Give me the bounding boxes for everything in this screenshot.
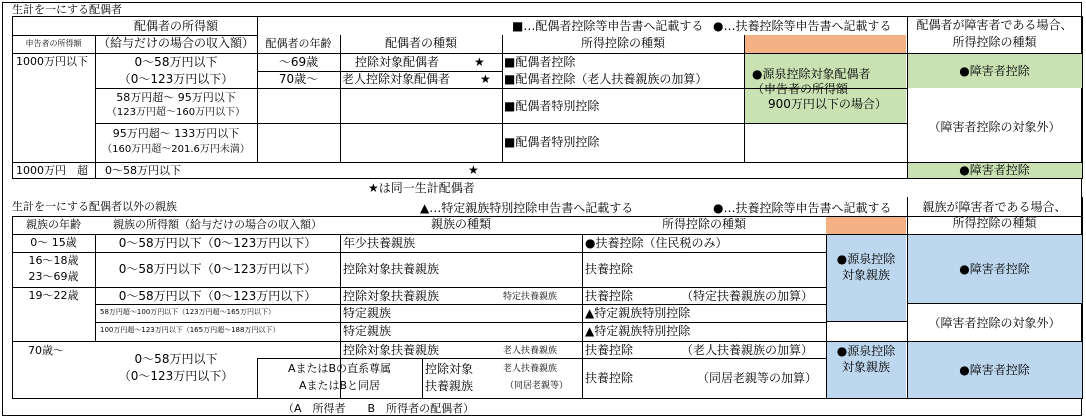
relative-deduction-2: 扶養控除 [585, 262, 634, 276]
relative-income-special-2: 100万円超～123万円以下（165万円超～188万円以下） [100, 326, 280, 334]
relative-type-header: 親族の種類 [430, 217, 491, 231]
relative-condition-2: AまたはBと同居 [298, 379, 381, 392]
gensen-relative-header-cell [826, 216, 906, 234]
deduction-2: ■配偶者控除（老人扶養親族の加算） [504, 72, 708, 86]
relative-deduction-3: 扶養控除 [585, 289, 634, 303]
gensen-spouse-1: ●源泉控除対象配偶者 [752, 67, 871, 81]
deduction-4: ■配偶者特別控除 [504, 135, 600, 149]
spouse-income-header-1: 配偶者の所得額 [133, 19, 218, 33]
s2-line [95, 304, 826, 305]
disabled-relative-1: ●障害者控除 [959, 262, 1030, 276]
s1-line [12, 16, 1083, 17]
spouse-income-2b: （123万円超～160万円以下） [106, 107, 246, 118]
relative-deduction-5: ▲特定親族特別控除 [585, 324, 691, 338]
relative-deduction-7-sub: （同居老親等の加算） [697, 371, 818, 385]
relative-type-6-sub: 老人扶養親族 [503, 346, 558, 356]
spouse-type-1: 控除対象配偶者 [355, 55, 440, 69]
spouse-income-3a: 95万円超～ 133万円以下 [112, 127, 240, 140]
gensen-spouse-2: （申告者の所得額 [752, 82, 849, 96]
section2-title: 生計を一にする配偶者以外の親族 [12, 200, 177, 213]
relative-type-3: 控除対象扶養親族 [343, 289, 440, 303]
legend-circle: ●…扶養控除等申告書へ記載する [713, 19, 892, 33]
s2-line [12, 398, 1083, 399]
relative-type-1: 年少扶養親族 [343, 236, 416, 250]
spouse-type-2: 老人控除対象配偶者 [342, 72, 451, 86]
applicant-high: 1000万円 超 [16, 164, 88, 177]
gensen-spouse-3: 900万円以下の場合） [768, 97, 887, 111]
s1-vline [1082, 16, 1083, 178]
relative-deduction-1: ●扶養控除（住民税のみ） [585, 236, 728, 250]
relative-age-1: 0～ 15歳 [30, 236, 77, 249]
relative-income-4b: （0～123万円以下） [118, 369, 234, 383]
gensen-relative-1b: 対象親族 [841, 268, 890, 282]
spouse-income-3b: （160万円超～201.6万円未満） [102, 144, 250, 155]
disabled-spouse-1: ●障害者控除 [959, 64, 1030, 78]
deduction-1: ■配偶者控除 [504, 55, 576, 69]
relative-disabled-header-1: 親族が障害者である場合、 [922, 200, 1067, 214]
s1-vline [340, 35, 341, 162]
spouse-age-1: ～69歳 [278, 55, 319, 69]
relative-type-7a: 控除対象 [425, 362, 474, 376]
deduction-type-header: 所得控除の種類 [580, 36, 665, 50]
relative-deduction-7: 扶養控除 [585, 371, 634, 385]
relative-age-4: 70歳～ [28, 344, 64, 357]
ab-note: （A 所得者 B 所得者の配偶者） [283, 402, 475, 415]
relative-deduction-header: 所得控除の種類 [661, 217, 746, 231]
s1-vline [744, 35, 745, 162]
relative-income-special-1: 58万円超～100万円以下（123万円超～165万円以下） [100, 308, 275, 316]
star-mark: ★ [474, 55, 485, 69]
relative-income-header: 親族の所得額（給与だけの場合の収入額） [113, 218, 322, 231]
s2-line [907, 303, 1083, 304]
section1-title: 生計を一にする配偶者 [12, 3, 122, 16]
relative-deduction-6: 扶養控除 [585, 343, 634, 357]
disabled-relative-target: （障害者控除の対象外） [928, 316, 1061, 330]
legend-square: ■…配偶者控除等申告書へ記載する [512, 19, 704, 33]
spouse-income-header-2: （給与だけの場合の収入額） [97, 36, 254, 50]
relative-income-2: 0～58万円以下（0～123万円以下） [118, 262, 317, 276]
s1-vline [502, 35, 503, 162]
s2-line [12, 252, 826, 253]
star-mark: ★ [480, 72, 491, 86]
disabled-relative-2: ●障害者控除 [959, 363, 1030, 377]
s2-vline [582, 234, 583, 398]
disabled-header-2: 所得控除の種類 [952, 35, 1037, 49]
relative-type-7-sub1: 老人扶養親族 [503, 364, 558, 374]
legend-triangle: ▲…特定親族特別控除申告書へ記載する [420, 201, 634, 215]
applicant-income-header: 申告者の所得額 [25, 39, 82, 48]
s1-line [12, 178, 1083, 179]
relative-deduction-4: ▲特定親族特別控除 [585, 306, 691, 320]
gensen-header-cell [744, 35, 906, 53]
relative-condition-1: AまたはBの直系尊属 [287, 362, 392, 375]
star-mark: ★ [468, 163, 479, 177]
gensen-relative-2a: ●源泉控除 [836, 344, 896, 358]
applicant-low: 1000万円以下 [16, 55, 88, 68]
legend-circle: ●…扶養控除等申告書へ記載する [713, 201, 892, 215]
s2-line [257, 358, 826, 359]
relative-deduction-6-sub: （老人扶養親族の加算） [681, 343, 814, 357]
gensen-relative-1a: ●源泉控除 [836, 252, 896, 266]
disabled-spouse-target: （障害者控除の対象外） [928, 120, 1061, 134]
star-note: ★は同一生計配偶者 [368, 181, 475, 195]
s2-vline [95, 234, 96, 341]
s2-line [12, 341, 1083, 342]
gensen-relative-2b: 対象親族 [841, 360, 890, 374]
s2-line [826, 321, 907, 322]
relative-age-2b: 23～69歳 [28, 270, 79, 283]
relative-type-3-sub: 特定扶養親族 [503, 292, 558, 302]
relative-income-3: 0～58万円以下（0～123万円以下） [118, 289, 317, 303]
relative-age-header: 親族の年齢 [26, 218, 81, 231]
relative-type-7-sub2: （同居老親等） [505, 381, 569, 391]
spouse-age-header: 配偶者の年齢 [265, 37, 332, 50]
relative-type-7b: 扶養親族 [425, 379, 474, 393]
relative-type-2: 控除対象扶養親族 [343, 262, 440, 276]
relative-disabled-header-2: 所得控除の種類 [952, 216, 1037, 230]
spouse-income-4: 0～58万円以下 [105, 164, 181, 177]
s2-vline [422, 358, 423, 398]
spouse-income-1a: 0～58万円以下 [134, 55, 218, 69]
relative-type-6: 控除対象扶養親族 [343, 343, 440, 357]
relative-age-2a: 16～18歳 [28, 254, 79, 267]
s2-line [95, 322, 826, 323]
relative-type-5: 特定親族 [343, 324, 392, 338]
relative-age-3: 19～22歳 [28, 289, 79, 302]
relative-type-4: 特定親族 [343, 306, 392, 320]
spouse-age-2: 70歳～ [278, 72, 319, 86]
relative-deduction-3-sub: （特定扶養親族の加算） [681, 289, 814, 303]
disabled-header-1: 配偶者が障害者である場合、 [916, 18, 1073, 32]
relative-income-1: 0～58万円以下（0～123万円以下） [118, 236, 317, 250]
disabled-spouse-2: ●障害者控除 [959, 163, 1030, 177]
s1-line [12, 53, 1083, 54]
s2-line [12, 287, 826, 288]
spouse-income-2a: 58万円超～ 95万円以下 [116, 91, 236, 104]
s1-line [12, 162, 1083, 163]
s1-line [95, 123, 907, 124]
deduction-3: ■配偶者特別控除 [504, 99, 600, 113]
spouse-type-header: 配偶者の種類 [384, 36, 457, 50]
spouse-income-1b: （0～123万円以下） [118, 72, 234, 86]
s2-line [12, 234, 1083, 235]
s2-vline [1082, 197, 1083, 398]
relative-income-4a: 0～58万円以下 [134, 352, 218, 366]
